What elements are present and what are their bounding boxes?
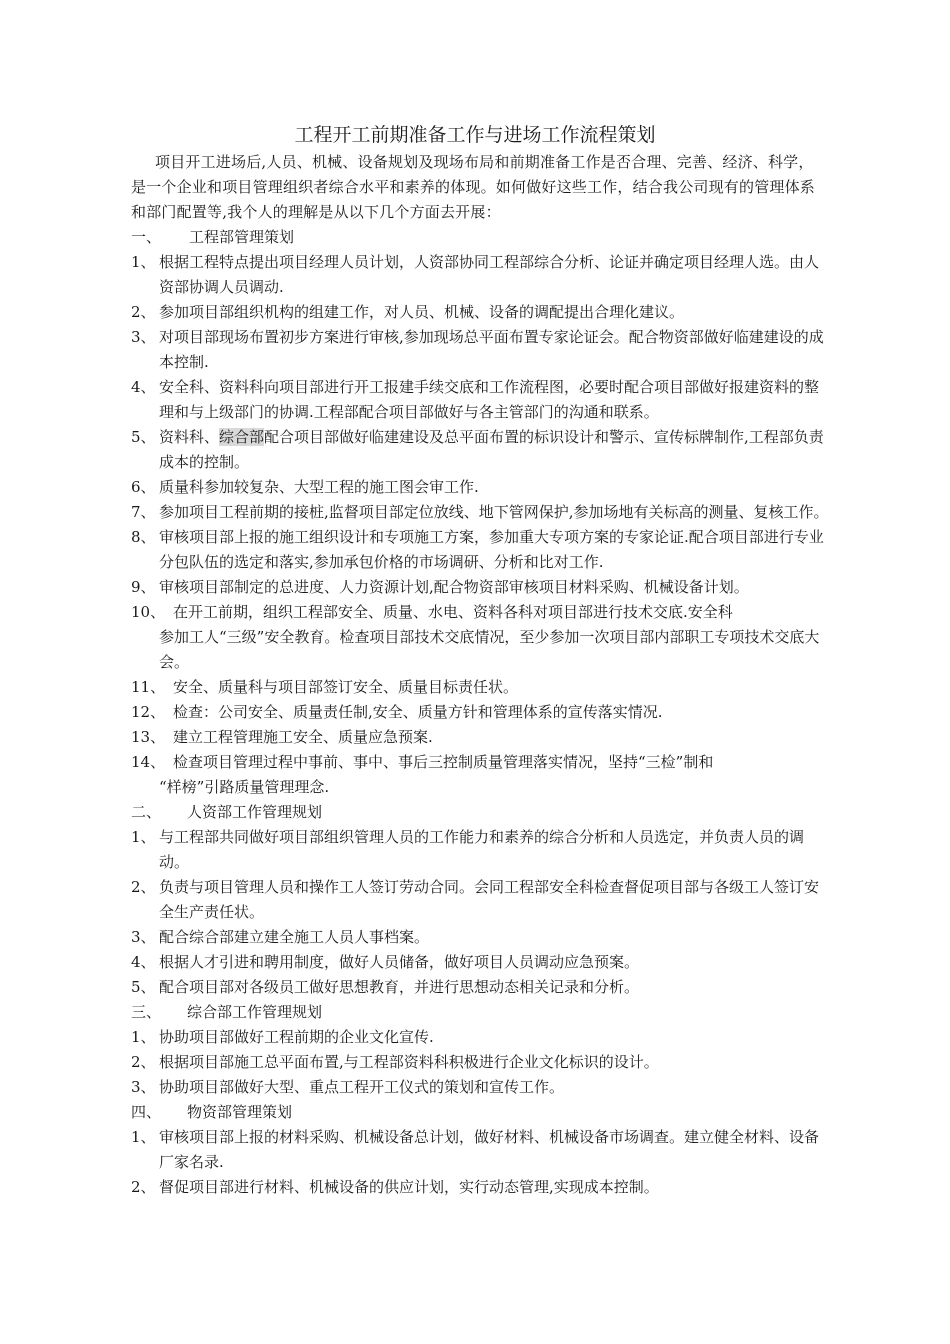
section-heading (131, 1100, 831, 1125)
item-number: 5、 (131, 428, 156, 446)
item-number: 2、 (131, 1053, 156, 1071)
section-number: 一、 (131, 228, 162, 246)
list-item (131, 975, 831, 1000)
section-title: 工程部管理策划 (189, 228, 295, 246)
item-number: 1、 (131, 1128, 156, 1146)
item-text: 参加项目部组织机构的组建工作，对人员、机械、设备的调配提出合理化建议。 (159, 303, 685, 321)
list-item (131, 525, 831, 575)
list-item (131, 325, 831, 375)
item-number: 1、 (131, 253, 156, 271)
list-item (131, 425, 831, 475)
list-item (131, 375, 831, 425)
list-item (131, 1075, 831, 1100)
item-text-first-line: 建立工程管理施工安全、质量应急预案. (173, 728, 433, 746)
item-text (131, 600, 831, 675)
section-number: 三、 (131, 1003, 162, 1021)
item-text-first-line: 检查项目管理过程中事前、事中、事后三控制质量管理落实情况，坚持“三检”制和 (173, 753, 714, 771)
list-item (131, 1025, 831, 1050)
list-item (131, 825, 831, 875)
item-number: 5、 (131, 978, 156, 996)
item-text (131, 425, 831, 475)
list-item (131, 700, 831, 725)
section-number: 四、 (131, 1103, 162, 1121)
item-number: 14、 (131, 753, 166, 771)
list-item (131, 475, 831, 500)
item-text: 根据项目部施工总平面布置,与工程部资料科积极进行企业文化标识的设计。 (159, 1053, 659, 1071)
section-heading (131, 1000, 831, 1025)
item-text: 配合综合部建立建全施工人员人事档案。 (159, 928, 430, 946)
item-text: 根据工程特点提出项目经理人员计划，人资部协同工程部综合分析、论证并确定项目经理人选。由人资部协调人员调动. (159, 253, 820, 296)
section-heading (131, 800, 831, 825)
item-text: 审核项目部上报的材料采购、机械设备总计划，做好材料、机械设备市场调查。建立健全材料、设备厂家名录. (159, 1128, 820, 1171)
section-number: 二、 (131, 803, 162, 821)
list-item (131, 950, 831, 975)
item-text-first-line: 安全、质量科与项目部签订安全、质量目标责任状。 (173, 678, 519, 696)
list-item (131, 1125, 831, 1175)
document-body (131, 225, 831, 1200)
list-item (131, 875, 831, 925)
item-number: 11、 (131, 678, 166, 696)
item-text: 审核项目部制定的总进度、人力资源计划,配合物资部审核项目材料采购、机械设备计划。 (159, 578, 749, 596)
list-item (131, 300, 831, 325)
document-title: 工程开工前期准备工作与进场工作流程策划 (294, 124, 656, 146)
item-text-first-line: 检查：公司安全、质量责任制,安全、质量方针和管理体系的宣传落实情况. (173, 703, 663, 721)
item-text: 参加项目工程前期的接桩,监督项目部定位放线、地下管网保护,参加场地有关标高的测量、复核工作。 (159, 503, 829, 521)
list-item (131, 500, 831, 525)
item-text-start: 资料科、 (159, 428, 220, 446)
section-title: 综合部工作管理规划 (187, 1003, 323, 1021)
list-item (131, 675, 831, 700)
item-text (131, 675, 831, 700)
item-text: 协助项目部做好大型、重点工程开工仪式的策划和宣传工作。 (159, 1078, 565, 1096)
list-item (131, 925, 831, 950)
item-number: 9、 (131, 578, 156, 596)
item-text-continued: “样榜”引路质量管理理念. (159, 778, 330, 796)
list-item (131, 725, 831, 750)
item-text: 根据人才引进和聘用制度，做好人员储备，做好项目人员调动应急预案。 (159, 953, 640, 971)
section-title: 物资部管理策划 (187, 1103, 293, 1121)
item-text: 审核项目部上报的施工组织设计和专项施工方案，参加重大专项方案的专家论证.配合项目部进行专业分包队伍的选定和落实,参加承包价格的市场调研、分析和比对工作. (159, 528, 824, 571)
section-heading (131, 225, 831, 250)
item-number: 12、 (131, 703, 166, 721)
highlighted-text: 综合部 (219, 428, 265, 446)
list-item (131, 750, 831, 800)
item-text-continued: 参加工人“三级”安全教育。检查项目部技术交底情况，至少参加一次项目部内部职工专项技术交底大会。 (159, 628, 820, 671)
list-item (131, 600, 831, 675)
item-text: 督促项目部进行材料、机械设备的供应计划，实行动态管理,实现成本控制。 (159, 1178, 659, 1196)
item-text (131, 700, 831, 725)
item-text: 协助项目部做好工程前期的企业文化宣传. (159, 1028, 434, 1046)
item-text: 质量科参加较复杂、大型工程的施工图会审工作. (159, 478, 479, 496)
item-number: 1、 (131, 1028, 156, 1046)
item-number: 6、 (131, 478, 156, 496)
list-item (131, 575, 831, 600)
item-number: 10、 (131, 603, 166, 621)
item-number: 3、 (131, 328, 156, 346)
intro-paragraph: 项目开工进场后,人员、机械、设备规划及现场布局和前期准备工作是否合理、完善、经济、科学，是一个企业和项目管理组织者综合水平和素养的体现。如何做好这些工作，结合我公司现有的管理体系和部门配置等,我个人的理解是从以下几个方面去开展： (131, 153, 816, 221)
item-text (131, 725, 831, 750)
list-item (131, 1175, 831, 1200)
list-item (131, 250, 831, 300)
item-number: 7、 (131, 503, 156, 521)
item-number: 2、 (131, 1178, 156, 1196)
item-text: 配合项目部对各级员工做好思想教育，并进行思想动态相关记录和分析。 (159, 978, 640, 996)
item-number: 13、 (131, 728, 166, 746)
item-text: 与工程部共同做好项目部组织管理人员的工作能力和素养的综合分析和人员选定，并负责人员的调动。 (159, 828, 805, 871)
list-item (131, 1050, 831, 1075)
item-number: 4、 (131, 953, 156, 971)
item-text: 对项目部现场布置初步方案进行审核,参加现场总平面布置专家论证会。配合物资部做好临建建设的成本控制. (159, 328, 824, 371)
item-text-end: 配合项目部做好临建建设及总平面布置的标识设计和警示、宣传标牌制作,工程部负责成本的控制。 (159, 428, 824, 471)
item-number: 1、 (131, 828, 156, 846)
item-number: 3、 (131, 1078, 156, 1096)
item-number: 8、 (131, 528, 156, 546)
item-text-first-line: 在开工前期，组织工程部安全、质量、水电、资料各科对项目部进行技术交底.安全科 (173, 603, 733, 621)
item-text (131, 750, 831, 800)
item-number: 3、 (131, 928, 156, 946)
item-number: 2、 (131, 878, 156, 896)
item-text: 安全科、资料科向项目部进行开工报建手续交底和工作流程图，必要时配合项目部做好报建资料的整理和与上级部门的协调.工程部配合项目部做好与各主管部门的沟通和联系。 (159, 378, 820, 421)
item-number: 2、 (131, 303, 156, 321)
item-number: 4、 (131, 378, 156, 396)
section-title: 人资部工作管理规划 (187, 803, 323, 821)
item-text: 负责与项目管理人员和操作工人签订劳动合同。会同工程部安全科检查督促项目部与各级工人签订安全生产责任状。 (159, 878, 820, 921)
